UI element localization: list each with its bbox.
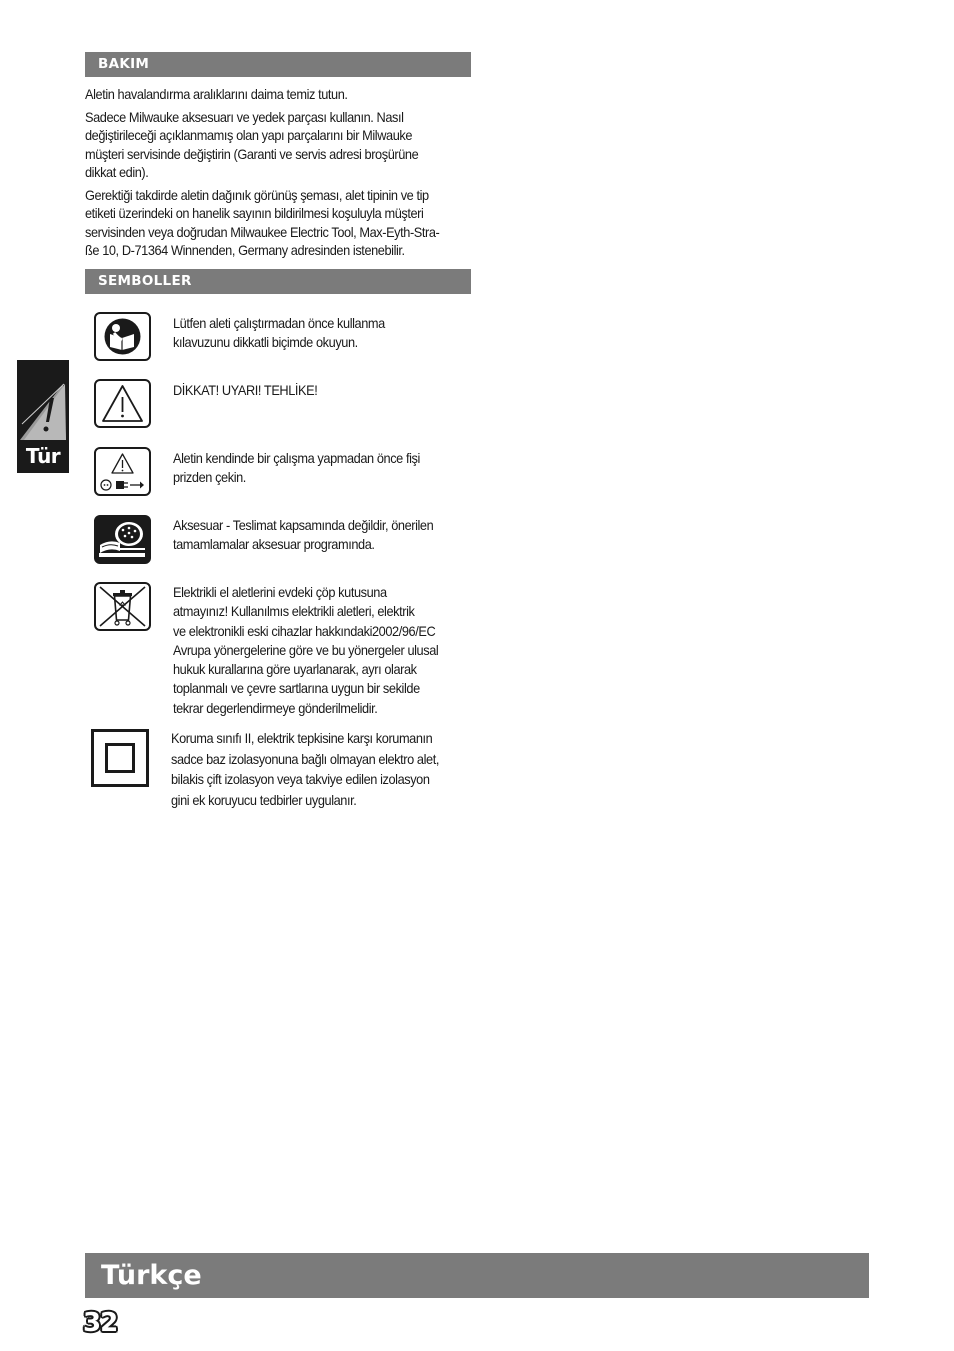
symbol-text-weee: Elektrikli el aletlerini evdeki çöp kutusuna atmayınız! Kullanılmıs elektrikli aletleri, elektrik ve elektronikli eski cihazlar hakkındaki2002/96/EC Avrupa yönergelerine göre ve bu yönergeler ulusal hukuk kurallarına göre uyarlanarak, ayrı olarak toplanmalı ve çevre sartlarına uygun bir sekilde tekrar degerlendirmeye gönderilmelidir. bbox=[173, 585, 439, 716]
page-number: 32 bbox=[83, 1308, 118, 1338]
symbol-text-accessory: Aksesuar - Teslimat kapsamında değildir, önerilen tamamlamalar aksesuar programında. bbox=[173, 518, 434, 553]
symbol-text-read-manual: Lütfen aleti çalıştırmadan önce kullanma kılavuzunu dikkatli biçimde okuyun. bbox=[173, 316, 385, 351]
symbol-text-unplug: Aletin kendinde bir çalışma yapmadan önce fişi prizden çekin. bbox=[173, 451, 420, 486]
weee-bin-icon bbox=[94, 582, 151, 631]
warning-exclamation-icon bbox=[20, 364, 66, 440]
language-side-tab bbox=[17, 360, 69, 473]
protection-class-ii-icon bbox=[91, 729, 149, 787]
side-tab-label: Tür bbox=[25, 444, 61, 468]
accessory-icon bbox=[94, 515, 151, 564]
bakim-paragraph-1: Aletin havalandırma aralıklarını daima temiz tutun. bbox=[85, 87, 348, 102]
bakim-paragraph-3: Gerektiği takdirde aletin dağınık görünüş şeması, alet tipinin ve tip etiketi üzerindeki on hanelik sayının bildirilmesi koşuluyla müşteri servisinden veya doğrudan Milwaukee Electric Tool, Max-Eyth-Stra-ße 10, D-71364 Winnenden, Germany adresinden istenebilir. bbox=[85, 188, 440, 258]
bakim-paragraph-2: Sadece Milwauke aksesuarı ve yedek parçası kullanın. Nasıl değiştirileceği açıklanmamış olan yapı parçalarını bir Milwauke müşteri servisinde değiştirin (Garanti ve servis adresi broşürüne dikkat edin). bbox=[85, 110, 419, 180]
symbol-text-protection-class: Koruma sınıfı II, elektrik tepkisine karşı korumanın sadce baz izolasyonuna bağlı olmayan elektro alet, bilakis çift izolasyon veya takviye edilen izolasyon gini ek koruyucu tedbirler uygulanır. bbox=[171, 731, 439, 808]
unplug-icon bbox=[94, 447, 151, 496]
warning-triangle-icon bbox=[94, 379, 151, 428]
section-heading-semboller: SEMBOLLER bbox=[85, 269, 471, 294]
symbol-text-warning: DİKKAT! UYARI! TEHLİKE! bbox=[173, 383, 318, 398]
section-heading-bakim: BAKIM bbox=[85, 52, 471, 77]
footer-language-bar: Türkçe bbox=[85, 1253, 869, 1298]
read-manual-icon bbox=[94, 312, 151, 361]
